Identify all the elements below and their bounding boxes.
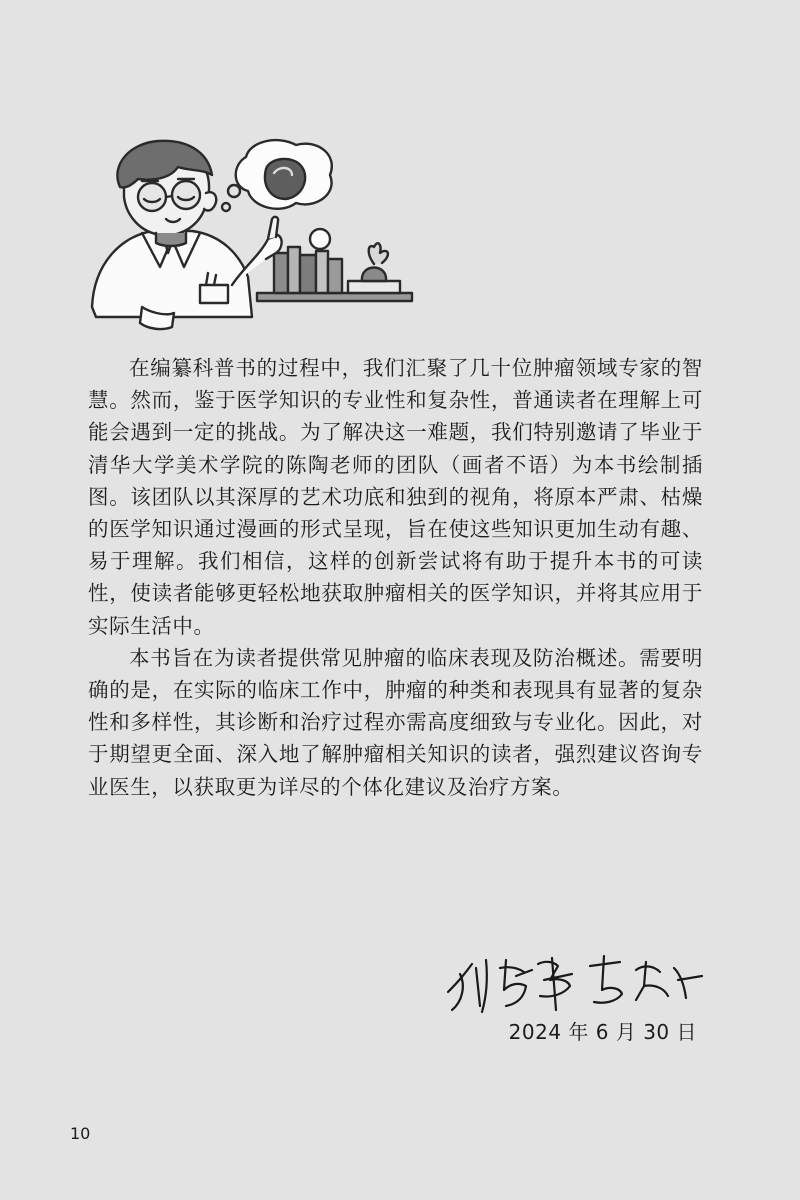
handwritten-signature xyxy=(440,950,710,1020)
paragraph-1: 在编纂科普书的过程中，我们汇聚了几十位肿瘤领域专家的智慧。然而，鉴于医学知识的专业性和复杂性，普通读者在理解上可能会遇到一定的挑战。为了解决这一难题，我们特别邀请了毕业于清华大学美术学院的陈陶老师的团队（画者不语）为本书绘制插图。该团队以其深厚的艺术功底和独到的视角，将原本严肃、枯燥的医学知识通过漫画的形式呈现，旨在使这些知识更加生动有趣、易于理解。我们相信，这样的创新尝试将有助于提升本书的可读性，使读者能够更轻松地获取肿瘤相关的医学知识，并将其应用于实际生活中。 xyxy=(88,356,703,638)
body-text xyxy=(88,352,703,803)
paragraph-2: 本书旨在为读者提供常见肿瘤的临床表现及防治概述。需要明确的是，在实际的临床工作中，肿瘤的种类和表现具有显著的复杂性和多样性，其诊断和治疗过程亦需高度细致与专业化。因此，对于期望更全面、深入地了解肿瘤相关知识的读者，强烈建议咨询专业医生，以获取更为详尽的个体化建议及治疗方案。 xyxy=(88,645,703,799)
date: 2024 年 6 月 30 日 xyxy=(508,1020,697,1044)
doctor-thinking-illustration xyxy=(82,135,422,335)
page-number: 10 xyxy=(70,1124,91,1143)
